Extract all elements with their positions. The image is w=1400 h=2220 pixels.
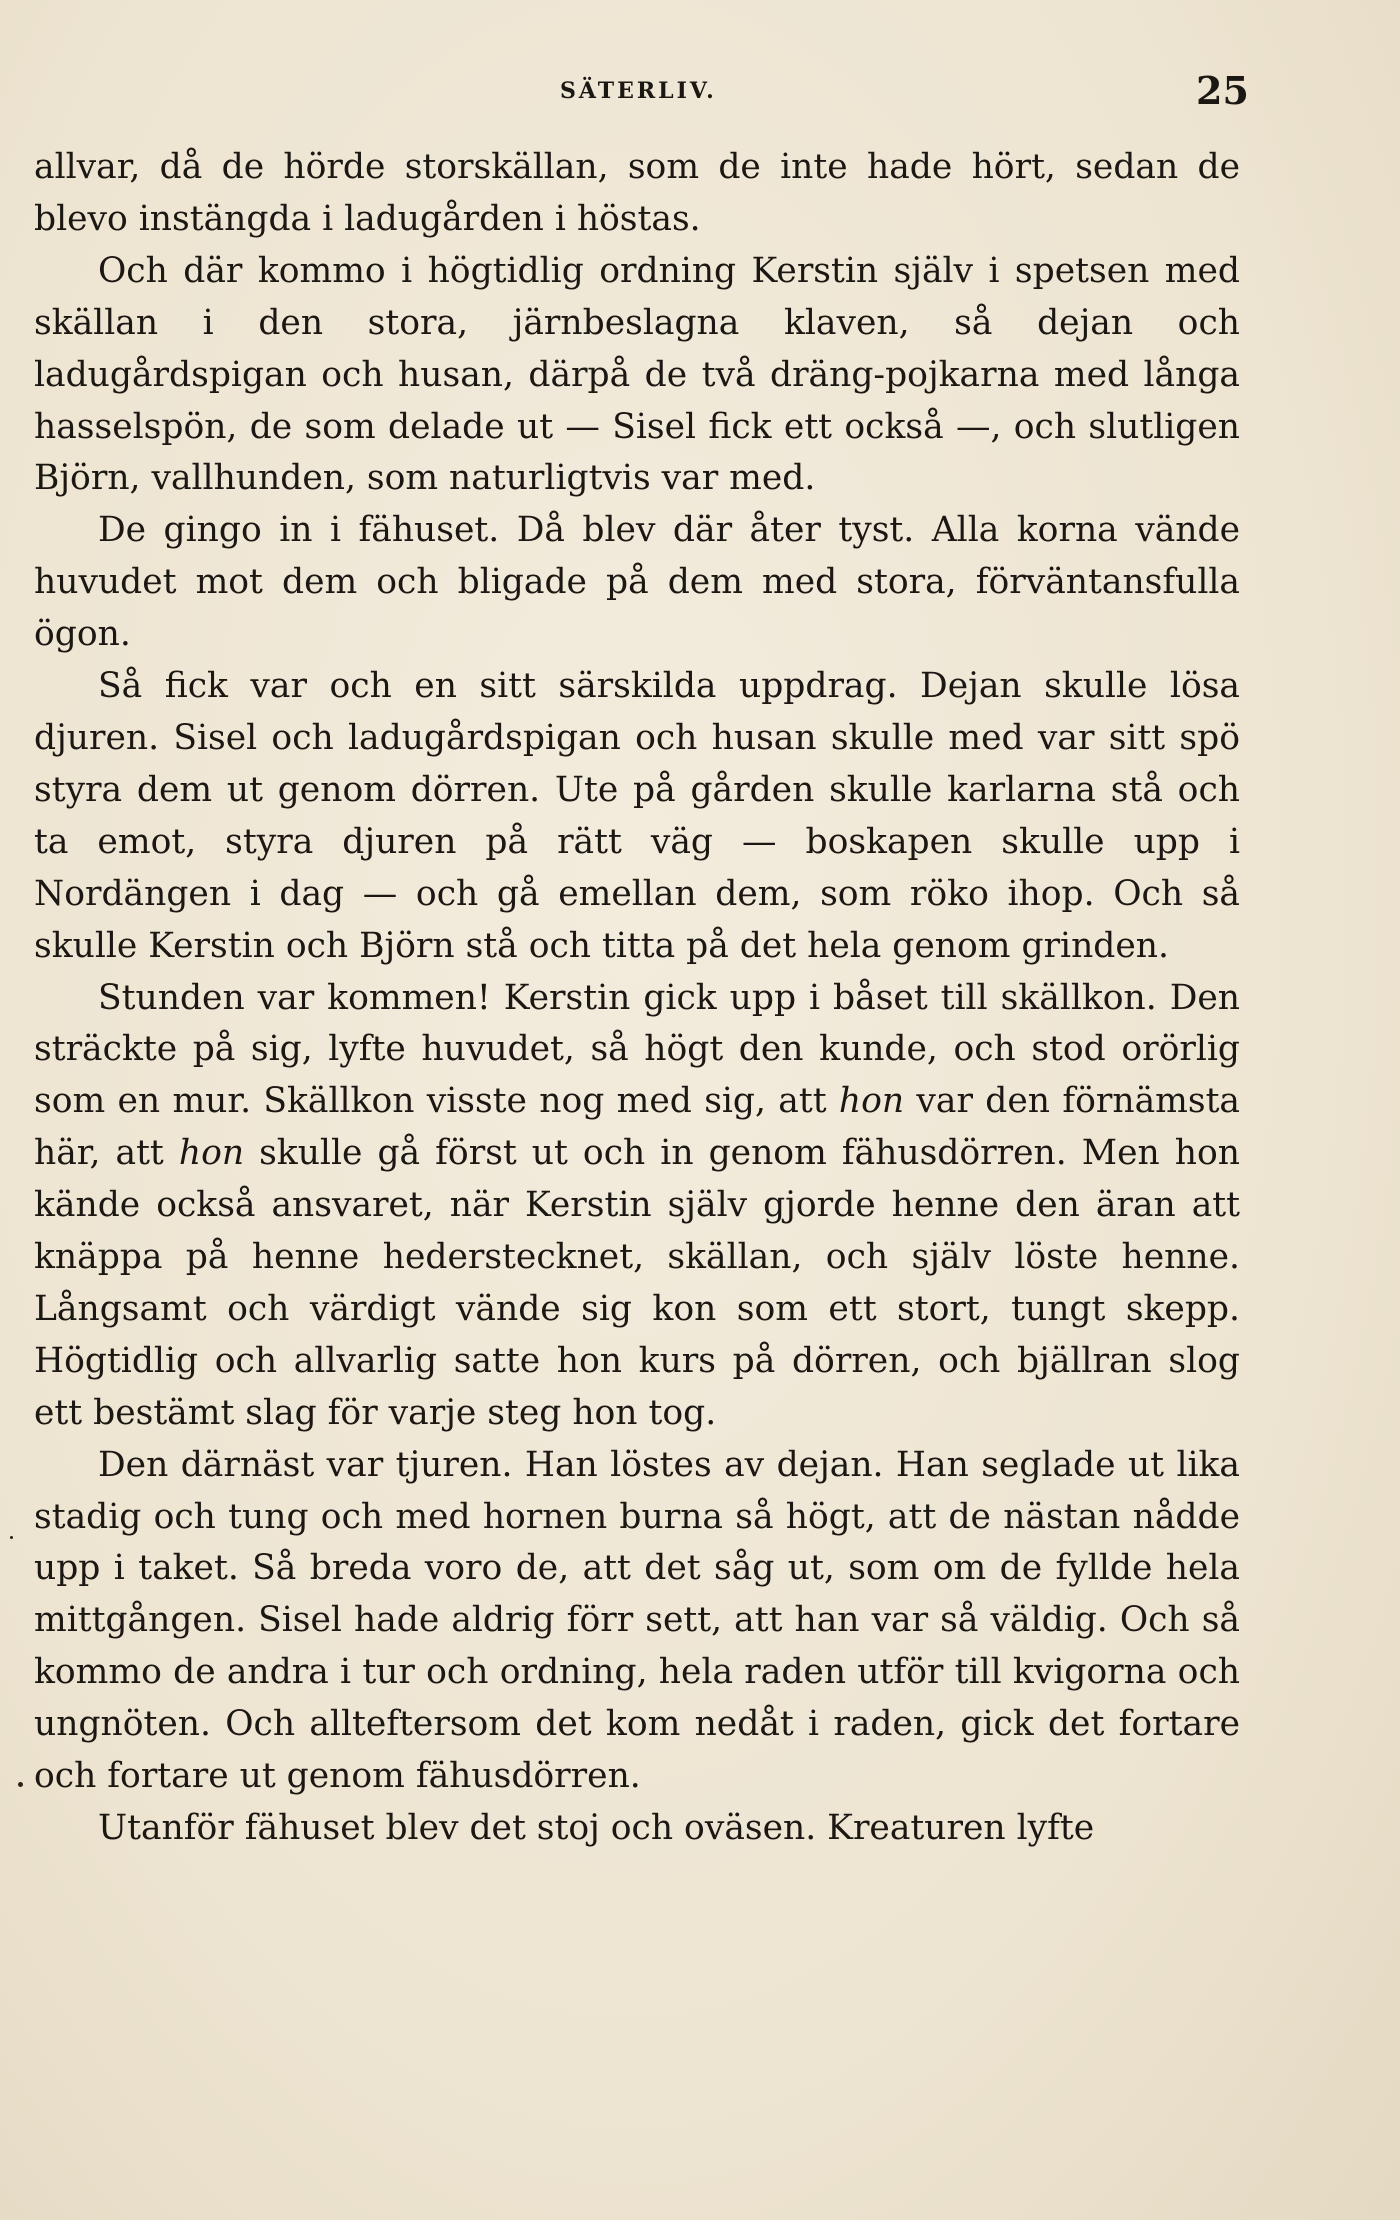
emphasis-hon-2: hon [178, 1133, 245, 1174]
paragraph-7: Utanför fähuset blev det stoj och oväsen. Kreaturen lyfte [98, 1808, 1095, 1848]
running-head [0, 68, 1400, 114]
page-number: 25 [1196, 68, 1249, 113]
paragraph-5-part-2: var den förnämsta här, att [34, 1081, 1241, 1174]
paragraph-2: Och där kommo i högtidlig ordning Kerstin själv i spetsen med skällan i den stora, järnbeslagna klaven, så dejan och ladugårdspigan och husan, därpå de två dräng-pojkarna med långa hasselspön, de som delade ut — Sisel fick ett också —, och slutligen Björn, vallhunden, som naturligtvis var med. [34, 250, 1240, 499]
print-speck [10, 1536, 13, 1539]
paragraph-4: Så fick var och en sitt särskilda uppdrag. Dejan skulle lösa djuren. Sisel och ladugårdspigan och husan skulle med var sitt spö styra dem ut genom dörren. Ute på gården skulle karlarna stå och ta emot, styra djuren på rätt väg — boskapen skulle upp i Nordängen i dag — och gå emellan dem, som röko ihop. Och så skulle Kerstin och Björn stå och titta på det hela genom grinden. [34, 666, 1240, 966]
body-text [34, 142, 1240, 1855]
paragraph-6: Den därnäst var tjuren. Han löstes av dejan. Han seglade ut lika stadig och tung och med hornen burna så högt, att de nästan nådde upp i taket. Så breda voro de, att det såg ut, som om de fyllde hela mittgången. Sisel hade aldrig förr sett, att han var så väldig. Och så kommo de andra i tur och ordning, hela raden utför till kvigorna och ungnöten. Och allteftersom det kom nedåt i raden, gick det fortare och fortare ut genom fähusdörren. [34, 1444, 1240, 1797]
paragraph-1: allvar, då de hörde storskällan, som de inte hade hört, sedan de blevo instängda i ladugården i höstas. [34, 147, 1240, 239]
print-speck [18, 1782, 23, 1787]
paragraph-5-part-1: Stunden var kommen! Kerstin gick upp i båset till skällkon. Den sträckte på sig, lyfte huvudet, så högt den kunde, och stod orörlig som en mur. Skällkon visste nog med sig, att [34, 977, 1240, 1122]
paragraph-5 [34, 973, 1240, 1440]
running-title: SÄTERLIV. [560, 78, 717, 104]
paragraph-3: De gingo in i fähuset. Då blev där åter tyst. Alla korna vände huvudet mot dem och bligade på dem med stora, förväntansfulla ögon. [34, 510, 1240, 655]
emphasis-hon-1: hon [838, 1081, 905, 1122]
paragraph-5-part-3: skulle gå först ut och in genom fähusdörren. Men hon kände också ansvaret, när Kerstin själv gjorde henne den äran att knäppa på henne hederstecknet, skällan, och själv löste henne. Långsamt och värdigt vände sig kon som ett stort, tungt skepp. Högtidlig och allvarlig satte hon kurs på dörren, och bjällran slog ett bestämt slag för varje steg hon tog. [34, 1133, 1241, 1433]
